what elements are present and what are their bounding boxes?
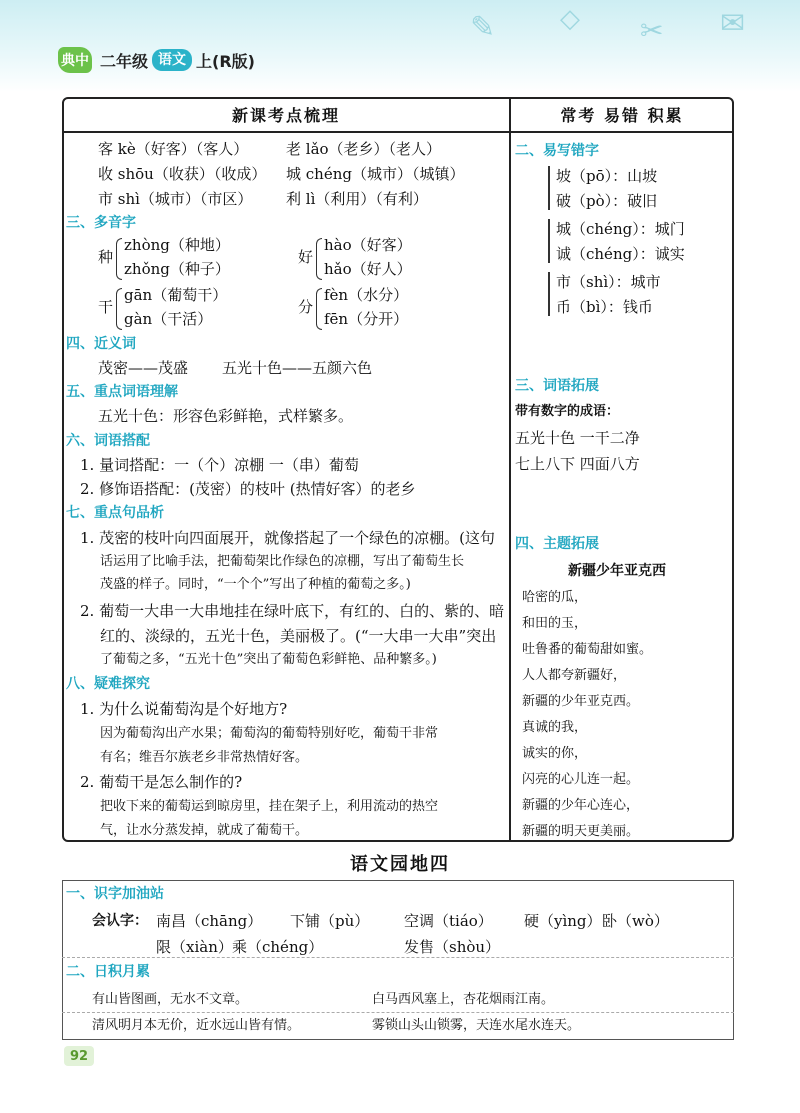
poly-reading: zhòng（种地） — [124, 236, 230, 254]
poem-line: 吐鲁番的葡萄甜如蜜。 — [522, 642, 653, 657]
section-heading: 三、词语拓展 — [515, 378, 599, 394]
poem-line: 人人都夸新疆好， — [522, 668, 627, 683]
page-number: 92 — [64, 1046, 94, 1066]
column-divider — [509, 97, 511, 842]
idiom-row: 七上八下 四面八方 — [515, 455, 640, 473]
section-heading: 五、重点词语理解 — [66, 384, 178, 400]
collocation-item: 1. 量词搭配：一（个）凉棚 一（串）葡萄 — [80, 456, 359, 474]
grade-label: 二年级 — [100, 51, 149, 71]
subject-badge: 语文 — [152, 49, 192, 71]
confusable-char: 坡（pō）：山坡 — [556, 167, 658, 185]
poly-char: 干 — [98, 298, 114, 316]
poly-char: 好 — [298, 248, 314, 266]
poem-line: 真诚的我， — [522, 720, 588, 735]
couplet-line: 白马西风塞上，杏花烟雨江南。 — [372, 992, 555, 1007]
subheading: 带有数字的成语： — [515, 404, 620, 419]
recognize-char: 发售（shòu） — [404, 938, 501, 956]
recognize-char: 乘（chéng） — [232, 938, 324, 956]
pair-bar — [548, 166, 550, 210]
definition-text: 五光十色：形容色彩鲜艳，式样繁多。 — [98, 407, 354, 425]
poem-line: 新疆的少年心连心， — [522, 798, 640, 813]
poem-title: 新疆少年亚克西 — [568, 563, 666, 579]
sentence-analysis: 话运用了比喻手法，把葡萄架比作绿色的凉棚，写出了葡萄生长 — [100, 554, 465, 569]
poly-reading: fēn（分开） — [324, 310, 409, 328]
sentence-analysis: 2. 葡萄一大串一大串地挂在绿叶底下，有红的、白的、紫的、暗 — [80, 602, 505, 620]
poly-reading: gān（葡萄干） — [124, 286, 228, 304]
poly-reading: hào（好客） — [324, 236, 412, 254]
synonym-pair: 茂密——茂盛 — [98, 359, 189, 377]
recognize-char: 下铺（pù） — [290, 912, 370, 930]
edition-label: 上(R版) — [196, 51, 255, 71]
poem-line: 新疆的明天更美丽。 — [522, 824, 640, 839]
poly-reading: hǎo（好人） — [324, 260, 412, 278]
poem-line: 和田的玉， — [522, 616, 588, 631]
section-heading: 二、易写错字 — [515, 143, 599, 159]
brace-icon — [116, 238, 122, 280]
dashed-rule — [62, 957, 734, 958]
poem-line: 哈密的瓜， — [522, 590, 588, 605]
recognize-char: 限（xiàn） — [156, 938, 233, 956]
word-item: 客 kè（好客）（客人） — [98, 140, 249, 158]
recognize-char: 硬（yìng） — [524, 912, 602, 930]
dashed-rule — [62, 1012, 734, 1013]
brace-icon — [116, 288, 122, 330]
brace-icon — [316, 288, 322, 330]
section-heading: 四、近义词 — [66, 336, 136, 352]
answer: 把收下来的葡萄运到晾房里，挂在架子上，利用流动的热空 — [100, 799, 439, 814]
word-item: 市 shì（城市）（市区） — [98, 190, 253, 208]
section-heading: 六、词语搭配 — [66, 433, 150, 449]
confusable-char: 破（pò）：破旧 — [556, 192, 658, 210]
sentence-analysis: 1. 茂密的枝叶向四面展开，就像搭起了一个绿色的凉棚。(这句 — [80, 529, 495, 547]
recognize-label: 会认字： — [92, 913, 148, 929]
answer: 有名；维吾尔族老乡非常热情好客。 — [100, 750, 309, 765]
recognize-char: 空调（tiáo） — [404, 912, 493, 930]
poem-line: 新疆的少年亚克西。 — [522, 694, 640, 709]
confusable-char: 币（bì）：钱币 — [556, 298, 653, 316]
section-heading: 七、重点句品析 — [66, 505, 164, 521]
couplet-line: 有山皆图画，无水不文章。 — [92, 992, 249, 1007]
word-item: 老 lǎo（老乡）（老人） — [286, 140, 442, 158]
poly-reading: fèn（水分） — [324, 286, 409, 304]
word-item: 利 lì（利用）（有利） — [286, 190, 428, 208]
pair-bar — [548, 272, 550, 316]
sentence-analysis: 茂盛的样子。同时，“一个个”写出了种植的葡萄之多。) — [100, 577, 411, 592]
section-heading: 一、识字加油站 — [66, 886, 164, 902]
deco-shape-icon: ✂ — [640, 14, 664, 47]
confusable-char: 城（chéng）：城门 — [556, 220, 685, 238]
brace-icon — [316, 238, 322, 280]
word-item: 收 shōu（收获）（收成） — [98, 165, 267, 183]
section-title: 语文园地四 — [350, 854, 450, 875]
couplet-line: 雾锁山头山锁雾，天连水尾水连天。 — [372, 1018, 581, 1033]
deco-shape-icon: ✉ — [720, 6, 746, 41]
answer: 因为葡萄沟出产水果；葡萄沟的葡萄特别好吃，葡萄干非常 — [100, 726, 439, 741]
poem-line: 闪亮的心儿连一起。 — [522, 772, 640, 787]
poly-char: 分 — [298, 298, 314, 316]
poly-reading: gàn（干活） — [124, 310, 213, 328]
idiom-row: 五光十色 一干二净 — [515, 429, 640, 447]
page-header — [58, 46, 255, 74]
confusable-char: 市（shì）：城市 — [556, 273, 661, 291]
recognize-char: 卧（wò） — [602, 912, 669, 930]
poly-reading: zhǒng（种子） — [124, 260, 230, 278]
pair-bar — [548, 219, 550, 263]
left-column-title: 新课考点梳理 — [62, 97, 510, 133]
question: 1. 为什么说葡萄沟是个好地方? — [80, 700, 288, 718]
sentence-analysis: 了葡萄之多，“五光十色”突出了葡萄色彩鲜艳、品种繁多。) — [100, 652, 437, 667]
collocation-item: 2. 修饰语搭配：(茂密）的枝叶 (热情好客）的老乡 — [80, 480, 416, 498]
deco-shape-icon: ✎ — [470, 10, 496, 45]
deco-shape-icon: ◇ — [560, 4, 580, 34]
word-item: 城 chéng（城市）（城镇） — [286, 165, 465, 183]
poly-char: 种 — [98, 248, 114, 266]
question: 2. 葡萄干是怎么制作的? — [80, 773, 243, 791]
couplet-line: 清风明月本无价，近水远山皆有情。 — [92, 1018, 301, 1033]
section-heading: 八、疑难探究 — [66, 676, 150, 692]
answer: 气，让水分蒸发掉，就成了葡萄干。 — [100, 823, 309, 838]
section-heading: 四、主题拓展 — [515, 536, 599, 552]
right-column-title: 常考 易错 积累 — [510, 97, 734, 133]
section-heading: 三、多音字 — [66, 215, 136, 231]
sentence-analysis: 红的、淡绿的，五光十色，美丽极了。(“一大串一大串”突出 — [100, 627, 497, 645]
poem-line: 诚实的你， — [522, 746, 588, 761]
recognize-char: 南昌（chāng） — [156, 912, 263, 930]
brand-logo: 典中 — [58, 47, 92, 73]
synonym-pair: 五光十色——五颜六色 — [222, 359, 373, 377]
confusable-char: 诚（chéng）：诚实 — [556, 245, 685, 263]
section-heading: 二、日积月累 — [66, 964, 150, 980]
